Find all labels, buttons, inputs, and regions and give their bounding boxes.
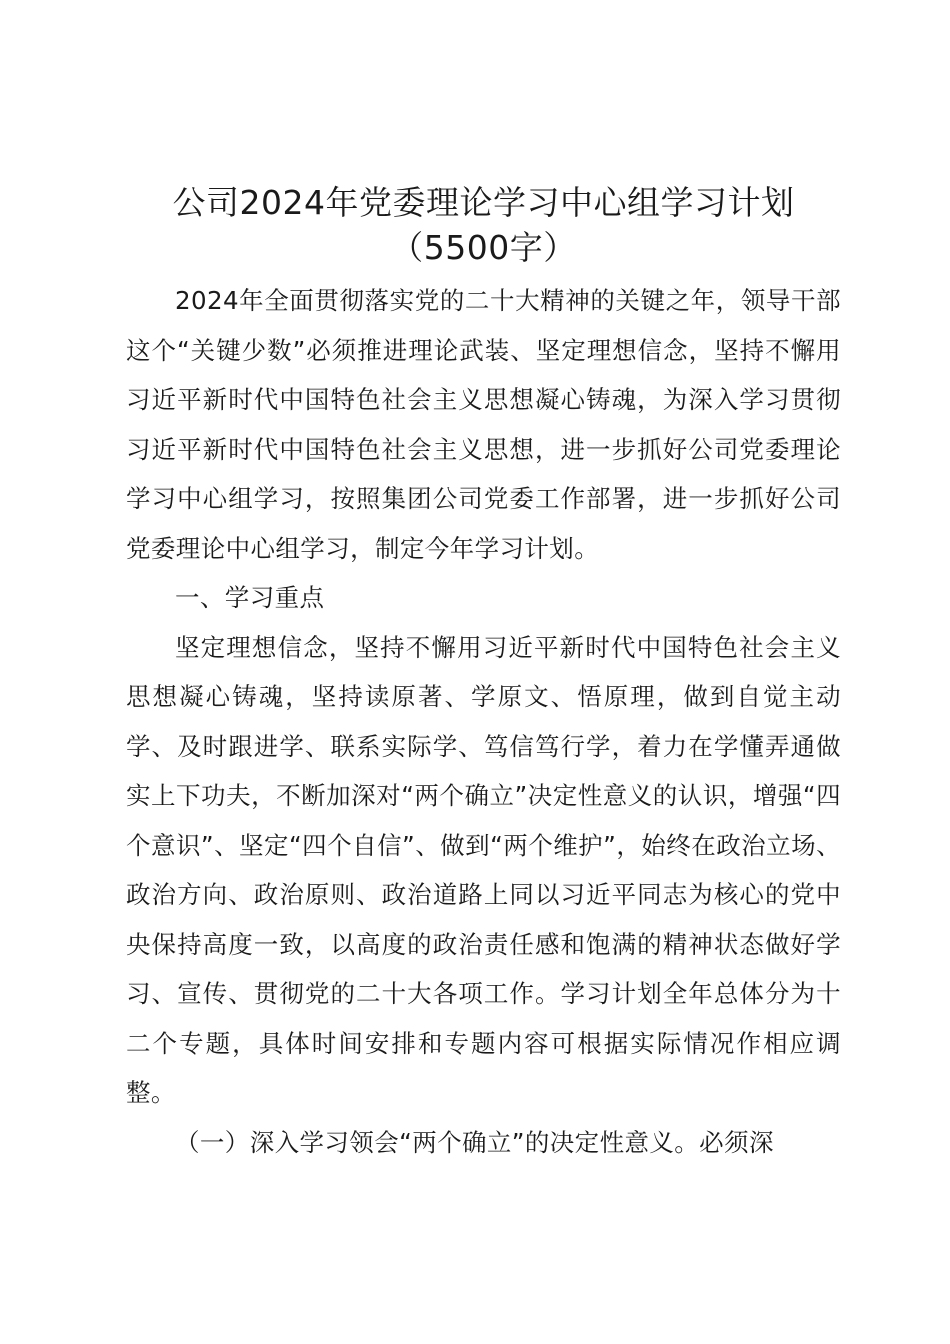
title-line-1: 公司2024年党委理论学习中心组学习计划 — [172, 183, 795, 222]
subsection-heading-1: （一）深入学习领会“两个确立”的决定性意义。必须深 — [175, 1127, 774, 1157]
title-line-2: （5500字） — [390, 228, 577, 267]
document-content — [126, 276, 841, 1167]
study-focus-paragraph: 坚定理想信念，坚持不懈用习近平新时代中国特色社会主义思想凝心铸魂，坚持读原著、学原文、悟原理，做到自觉主动学、及时跟进学、联系实际学、笃信笃行学，着力在学懂弄通做实上下功夫，不断加深对“两个确立”决定性意义的认识，增强“四个意识”、坚定“四个自信”、做到“两个维护”，始终在政治立场、政治方向、政治原则、政治道路上同以习近平同志为核心的党中央保持高度一致，以高度的政治责任感和饱满的精神状态做好学习、宣传、贯彻党的二十大各项工作。学习计划全年总体分为十二个专题，具体时间安排和专题内容可根据实际情况作相应调整。 — [126, 632, 841, 1107]
section-heading-study-focus: 一、学习重点 — [175, 583, 325, 612]
document-body — [126, 180, 841, 1167]
document-title — [126, 180, 841, 270]
intro-paragraph: 2024年全面贯彻落实党的二十大精神的关键之年，领导干部这个“关键少数”必须推进理论武装、坚定理想信念，坚持不懈用习近平新时代中国特色社会主义思想凝心铸魂，为深入学习贯彻习近平新时代中国特色社会主义思想，进一步抓好公司党委理论学习中心组学习，按照集团公司党委工作部署，进一步抓好公司党委理论中心组学习，制定今年学习计划。 — [126, 286, 841, 563]
